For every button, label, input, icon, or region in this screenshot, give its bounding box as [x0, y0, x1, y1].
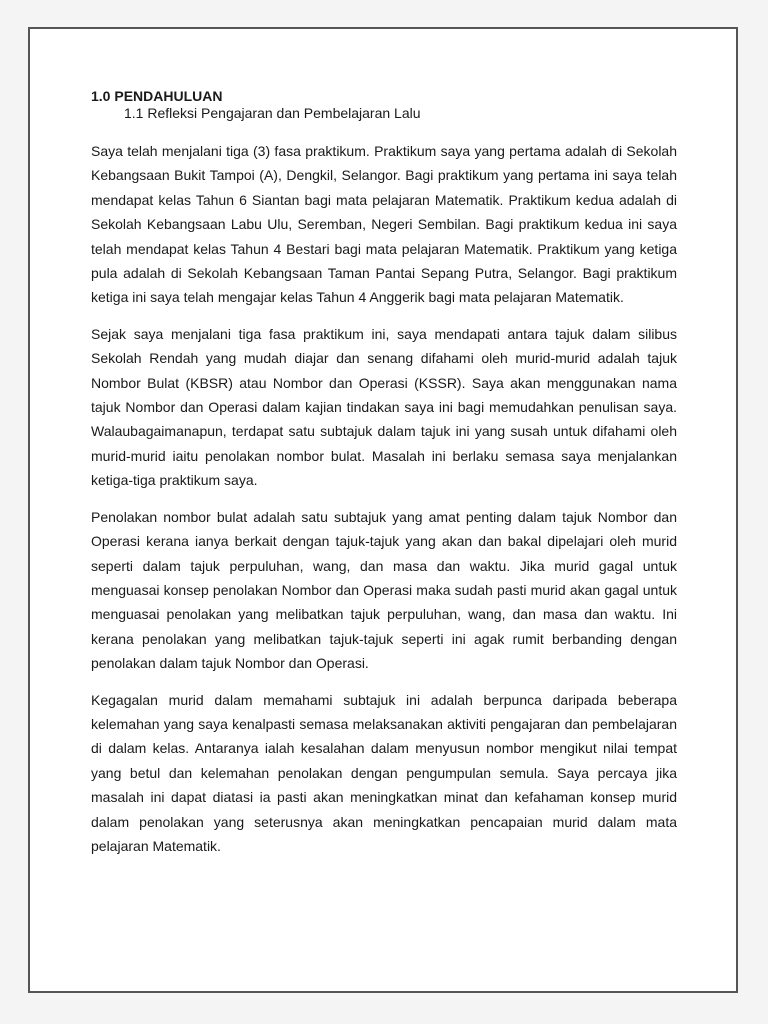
document-body: [91, 88, 677, 870]
section-heading: 1.0 PENDAHULUAN: [91, 88, 223, 104]
paragraph-1: Saya telah menjalani tiga (3) fasa praktikum. Praktikum saya yang pertama adalah di Sekolah Kebangsaan Bukit Tampoi (A), Dengkil, Selangor. Bagi praktikum yang pertama ini saya telah mendapat kelas Tahun 6 Siantan bagi mata pelajaran Matematik. Praktikum kedua adalah di Sekolah Kebangsaan Labu Ulu, Seremban, Negeri Sembilan. Bagi praktikum kedua ini saya telah mendapat kelas Tahun 4 Bestari bagi mata pelajaran Matematik. Praktikum yang ketiga pula adalah di Sekolah Kebangsaan Taman Pantai Sepang Putra, Selangor. Bagi praktikum ketiga ini saya telah mengajar kelas Tahun 4 Anggerik bagi mata pelajaran Matematik.: [91, 143, 677, 306]
paragraph-4: Kegagalan murid dalam memahami subtajuk ini adalah berpunca daripada beberapa kelemahan yang saya kenalpasti semasa melaksanakan aktiviti pengajaran dan pembelajaran di dalam kelas. Antaranya ialah kesalahan dalam menyusun nombor mengikut nilai tempat yang betul dan kelemahan penolakan dengan pengumpulan semula. Saya percaya jika masalah ini dapat diatasi ia pasti akan meningkatkan minat dan kefahaman konsep murid dalam penolakan yang seterusnya akan meningkatkan pencapaian murid dalam mata pelajaran Matematik.: [91, 691, 677, 854]
paragraph-3: Penolakan nombor bulat adalah satu subtajuk yang amat penting dalam tajuk Nombor dan Operasi kerana ianya berkait dengan tajuk-tajuk yang akan dan bakal dipelajari oleh murid seperti dalam tajuk perpuluhan, wang, dan masa dan waktu. Jika murid gagal untuk menguasai konsep penolakan Nombor dan Operasi maka sudah pasti murid akan gagal untuk menguasai penolakan yang melibatkan tajuk perpuluhan, wang, dan masa dan waktu. Ini kerana penolakan yang melibatkan tajuk-tajuk seperti ini agak rumit berbanding dengan penolakan dalam tajuk Nombor dan Operasi.: [91, 508, 677, 672]
subsection-heading: 1.1 Refleksi Pengajaran dan Pembelajaran Lalu: [124, 105, 421, 121]
paragraph-2: Sejak saya menjalani tiga fasa praktikum ini, saya mendapati antara tajuk dalam silibus Sekolah Rendah yang mudah diajar dan senang difahami oleh murid-murid adalah tajuk Nombor Bulat (KBSR) atau Nombor dan Operasi (KSSR). Saya akan menggunakan nama tajuk Nombor dan Operasi dalam kajian tindakan saya ini bagi memudahkan penulisan saya. Walaubagaimanapun, terdapat satu subtajuk dalam tajuk ini yang susah untuk difahami oleh murid-murid iaitu penolakan nombor bulat. Masalah ini berlaku semasa saya menjalankan ketiga-tiga praktikum saya.: [91, 325, 677, 489]
document-page: [28, 27, 738, 993]
